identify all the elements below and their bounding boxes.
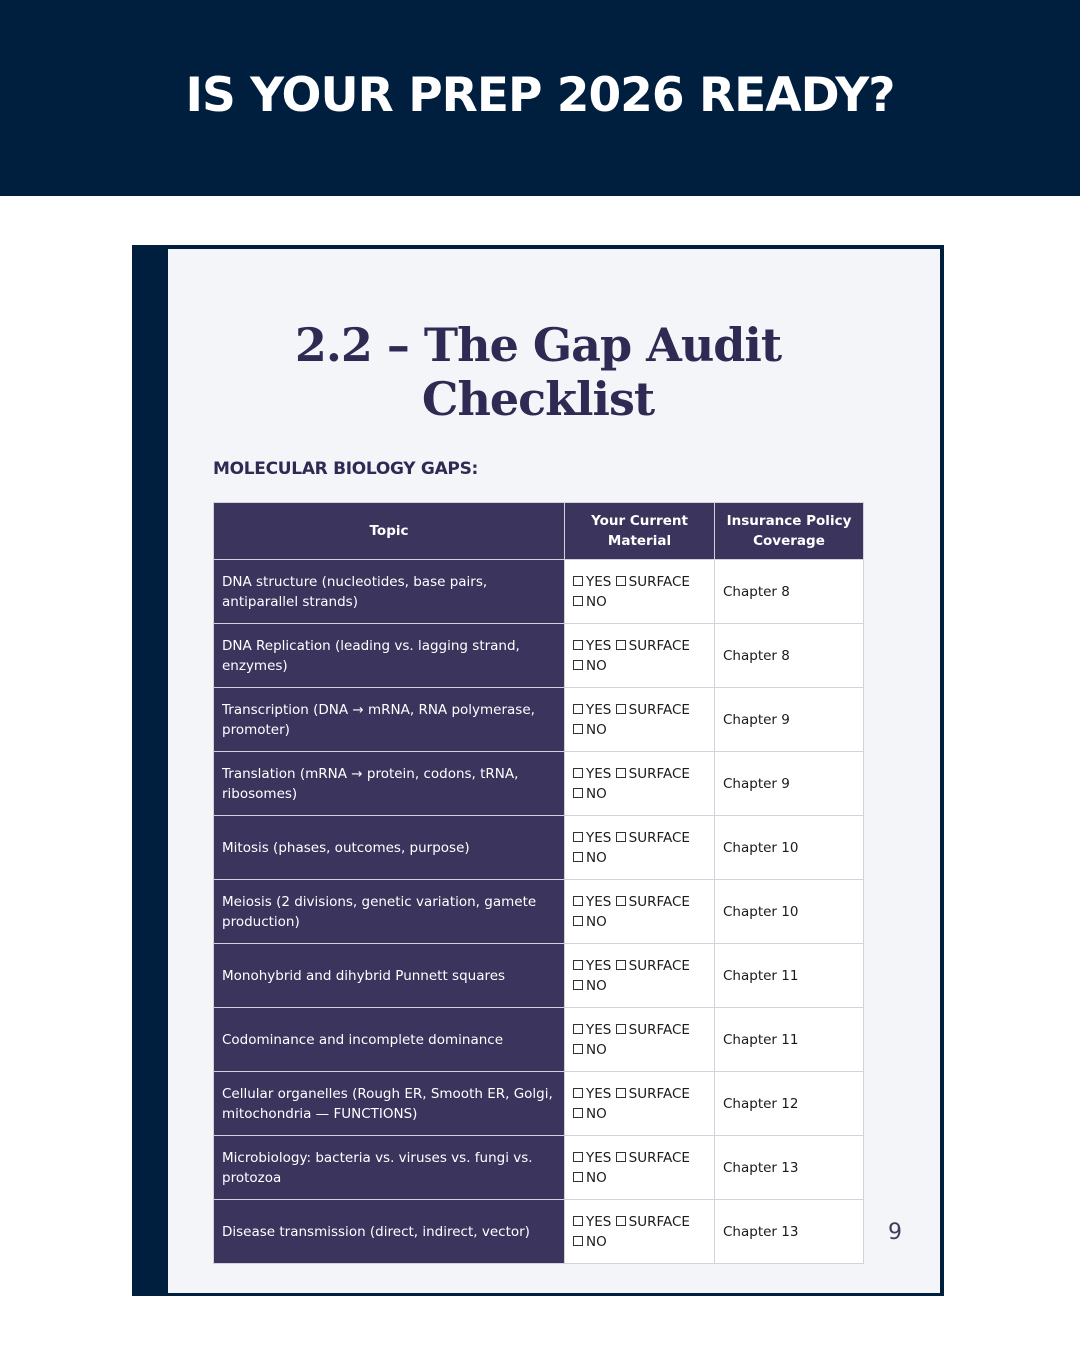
- chapter-cell: Chapter 9: [715, 752, 864, 816]
- chapter-cell: Chapter 13: [715, 1136, 864, 1200]
- topic-cell: Microbiology: bacteria vs. viruses vs. fungi vs. protozoa: [214, 1136, 565, 1200]
- checkbox-icon: [573, 640, 583, 650]
- yes-checkbox[interactable]: [573, 766, 611, 782]
- checkbox-icon: [616, 768, 626, 778]
- header-current-material: [565, 503, 715, 560]
- status-cell: [565, 1136, 715, 1200]
- document-title-line1: 2.2 – The Gap Audit: [294, 318, 782, 372]
- yes-checkbox[interactable]: [573, 958, 611, 974]
- table-row: [214, 1072, 864, 1136]
- yes-checkbox[interactable]: [573, 1214, 611, 1230]
- table-row: [214, 752, 864, 816]
- surface-label: SURFACE: [628, 637, 690, 654]
- table-row: [214, 1200, 864, 1264]
- header-current-line1: Your Current: [591, 513, 688, 529]
- checkbox-icon: [573, 916, 583, 926]
- chapter-cell: Chapter 13: [715, 1200, 864, 1264]
- checkbox-icon: [573, 660, 583, 670]
- checkbox-icon: [573, 1152, 583, 1162]
- table-row: [214, 560, 864, 624]
- gap-audit-table: [213, 502, 864, 1264]
- no-label: NO: [586, 785, 607, 802]
- chapter-cell: Chapter 11: [715, 944, 864, 1008]
- checkbox-icon: [573, 1216, 583, 1226]
- surface-label: SURFACE: [628, 829, 690, 846]
- status-cell: [565, 1200, 715, 1264]
- checkbox-icon: [573, 576, 583, 586]
- checkbox-icon: [616, 832, 626, 842]
- yes-label: YES: [586, 1085, 612, 1102]
- no-label: NO: [586, 1169, 607, 1186]
- status-cell: [565, 560, 715, 624]
- no-checkbox[interactable]: [573, 1234, 607, 1250]
- yes-label: YES: [586, 1021, 612, 1038]
- table-row: [214, 944, 864, 1008]
- checkbox-icon: [573, 1236, 583, 1246]
- surface-label: SURFACE: [628, 701, 690, 718]
- checkbox-icon: [616, 640, 626, 650]
- topic-cell: DNA structure (nucleotides, base pairs, antiparallel strands): [214, 560, 565, 624]
- chapter-cell: Chapter 12: [715, 1072, 864, 1136]
- topic-cell: Transcription (DNA → mRNA, RNA polymerase, promoter): [214, 688, 565, 752]
- no-label: NO: [586, 593, 607, 610]
- yes-label: YES: [586, 573, 612, 590]
- checkbox-icon: [573, 724, 583, 734]
- topic-cell: Cellular organelles (Rough ER, Smooth ER, Golgi, mitochondria — FUNCTIONS): [214, 1072, 565, 1136]
- topic-cell: Monohybrid and dihybrid Punnett squares: [214, 944, 565, 1008]
- chapter-cell: Chapter 11: [715, 1008, 864, 1072]
- surface-checkbox[interactable]: [616, 638, 690, 654]
- surface-label: SURFACE: [628, 573, 690, 590]
- checkbox-icon: [573, 1088, 583, 1098]
- checkbox-icon: [573, 832, 583, 842]
- no-checkbox[interactable]: [573, 786, 607, 802]
- yes-label: YES: [586, 829, 612, 846]
- yes-label: YES: [586, 1213, 612, 1230]
- no-checkbox[interactable]: [573, 1106, 607, 1122]
- topic-cell: Mitosis (phases, outcomes, purpose): [214, 816, 565, 880]
- banner-title: IS YOUR PREP 2026 READY?: [185, 68, 895, 123]
- yes-checkbox[interactable]: [573, 1150, 611, 1166]
- yes-label: YES: [586, 701, 612, 718]
- checkbox-icon: [573, 596, 583, 606]
- chapter-cell: Chapter 10: [715, 816, 864, 880]
- topic-cell: Codominance and incomplete dominance: [214, 1008, 565, 1072]
- no-checkbox[interactable]: [573, 850, 607, 866]
- status-cell: [565, 880, 715, 944]
- surface-checkbox[interactable]: [616, 1022, 690, 1038]
- table-row: [214, 688, 864, 752]
- no-checkbox[interactable]: [573, 978, 607, 994]
- no-label: NO: [586, 849, 607, 866]
- status-cell: [565, 1008, 715, 1072]
- status-cell: [565, 624, 715, 688]
- header-coverage: [715, 503, 864, 560]
- table-row: [214, 816, 864, 880]
- yes-label: YES: [586, 765, 612, 782]
- no-checkbox[interactable]: [573, 1170, 607, 1186]
- yes-checkbox[interactable]: [573, 638, 611, 654]
- no-label: NO: [586, 977, 607, 994]
- yes-label: YES: [586, 637, 612, 654]
- checkbox-icon: [573, 1024, 583, 1034]
- surface-checkbox[interactable]: [616, 702, 690, 718]
- yes-label: YES: [586, 957, 612, 974]
- surface-label: SURFACE: [628, 957, 690, 974]
- yes-label: YES: [586, 1149, 612, 1166]
- checkbox-icon: [573, 788, 583, 798]
- checkbox-icon: [616, 1152, 626, 1162]
- yes-checkbox[interactable]: [573, 830, 611, 846]
- checkbox-icon: [616, 1216, 626, 1226]
- no-label: NO: [586, 1105, 607, 1122]
- surface-label: SURFACE: [628, 1213, 690, 1230]
- surface-checkbox[interactable]: [616, 1214, 690, 1230]
- document-title-line2: Checklist: [421, 372, 655, 426]
- table-row: [214, 1136, 864, 1200]
- surface-checkbox[interactable]: [616, 766, 690, 782]
- no-label: NO: [586, 657, 607, 674]
- checkbox-icon: [573, 704, 583, 714]
- topic-cell: Translation (mRNA → protein, codons, tRNA, ribosomes): [214, 752, 565, 816]
- checkbox-icon: [616, 576, 626, 586]
- document-title: [168, 318, 908, 426]
- status-cell: [565, 944, 715, 1008]
- surface-checkbox[interactable]: [616, 830, 690, 846]
- topic-cell: DNA Replication (leading vs. lagging strand, enzymes): [214, 624, 565, 688]
- status-cell: [565, 816, 715, 880]
- table-row: [214, 624, 864, 688]
- no-checkbox[interactable]: [573, 1042, 607, 1058]
- surface-checkbox[interactable]: [616, 1150, 690, 1166]
- page-number: 9: [888, 1220, 902, 1245]
- checkbox-icon: [573, 1108, 583, 1118]
- no-checkbox[interactable]: [573, 658, 607, 674]
- table-row: [214, 1008, 864, 1072]
- checkbox-icon: [573, 1044, 583, 1054]
- checkbox-icon: [616, 960, 626, 970]
- header-topic: Topic: [214, 503, 565, 560]
- surface-label: SURFACE: [628, 765, 690, 782]
- chapter-cell: Chapter 9: [715, 688, 864, 752]
- surface-checkbox[interactable]: [616, 574, 690, 590]
- surface-checkbox[interactable]: [616, 958, 690, 974]
- chapter-cell: Chapter 8: [715, 624, 864, 688]
- chapter-cell: Chapter 10: [715, 880, 864, 944]
- checkbox-icon: [573, 960, 583, 970]
- status-cell: [565, 688, 715, 752]
- table-body: [214, 560, 864, 1264]
- table-row: [214, 880, 864, 944]
- checkbox-icon: [573, 896, 583, 906]
- topic-cell: Disease transmission (direct, indirect, vector): [214, 1200, 565, 1264]
- no-checkbox[interactable]: [573, 914, 607, 930]
- no-checkbox[interactable]: [573, 594, 607, 610]
- no-label: NO: [586, 1041, 607, 1058]
- header-coverage-line1: Insurance Policy: [726, 513, 852, 529]
- surface-label: SURFACE: [628, 1021, 690, 1038]
- topic-cell: Meiosis (2 divisions, genetic variation, gamete production): [214, 880, 565, 944]
- no-label: NO: [586, 721, 607, 738]
- surface-label: SURFACE: [628, 1085, 690, 1102]
- section-heading: MOLECULAR BIOLOGY GAPS:: [213, 459, 479, 479]
- surface-checkbox[interactable]: [616, 1086, 690, 1102]
- checkbox-icon: [573, 980, 583, 990]
- yes-checkbox[interactable]: [573, 702, 611, 718]
- table-header-row: [214, 503, 864, 560]
- status-cell: [565, 752, 715, 816]
- surface-label: SURFACE: [628, 893, 690, 910]
- checkbox-icon: [616, 1024, 626, 1034]
- yes-checkbox[interactable]: [573, 894, 611, 910]
- checkbox-icon: [616, 704, 626, 714]
- checkbox-icon: [573, 1172, 583, 1182]
- no-label: NO: [586, 913, 607, 930]
- checkbox-icon: [616, 896, 626, 906]
- surface-checkbox[interactable]: [616, 894, 690, 910]
- yes-checkbox[interactable]: [573, 1086, 611, 1102]
- yes-checkbox[interactable]: [573, 1022, 611, 1038]
- checkbox-icon: [573, 768, 583, 778]
- status-cell: [565, 1072, 715, 1136]
- yes-checkbox[interactable]: [573, 574, 611, 590]
- checkbox-icon: [616, 1088, 626, 1098]
- header-coverage-line2: Coverage: [753, 533, 825, 549]
- surface-label: SURFACE: [628, 1149, 690, 1166]
- chapter-cell: Chapter 8: [715, 560, 864, 624]
- yes-label: YES: [586, 893, 612, 910]
- no-label: NO: [586, 1233, 607, 1250]
- no-checkbox[interactable]: [573, 722, 607, 738]
- header-current-line2: Material: [607, 533, 672, 549]
- checkbox-icon: [573, 852, 583, 862]
